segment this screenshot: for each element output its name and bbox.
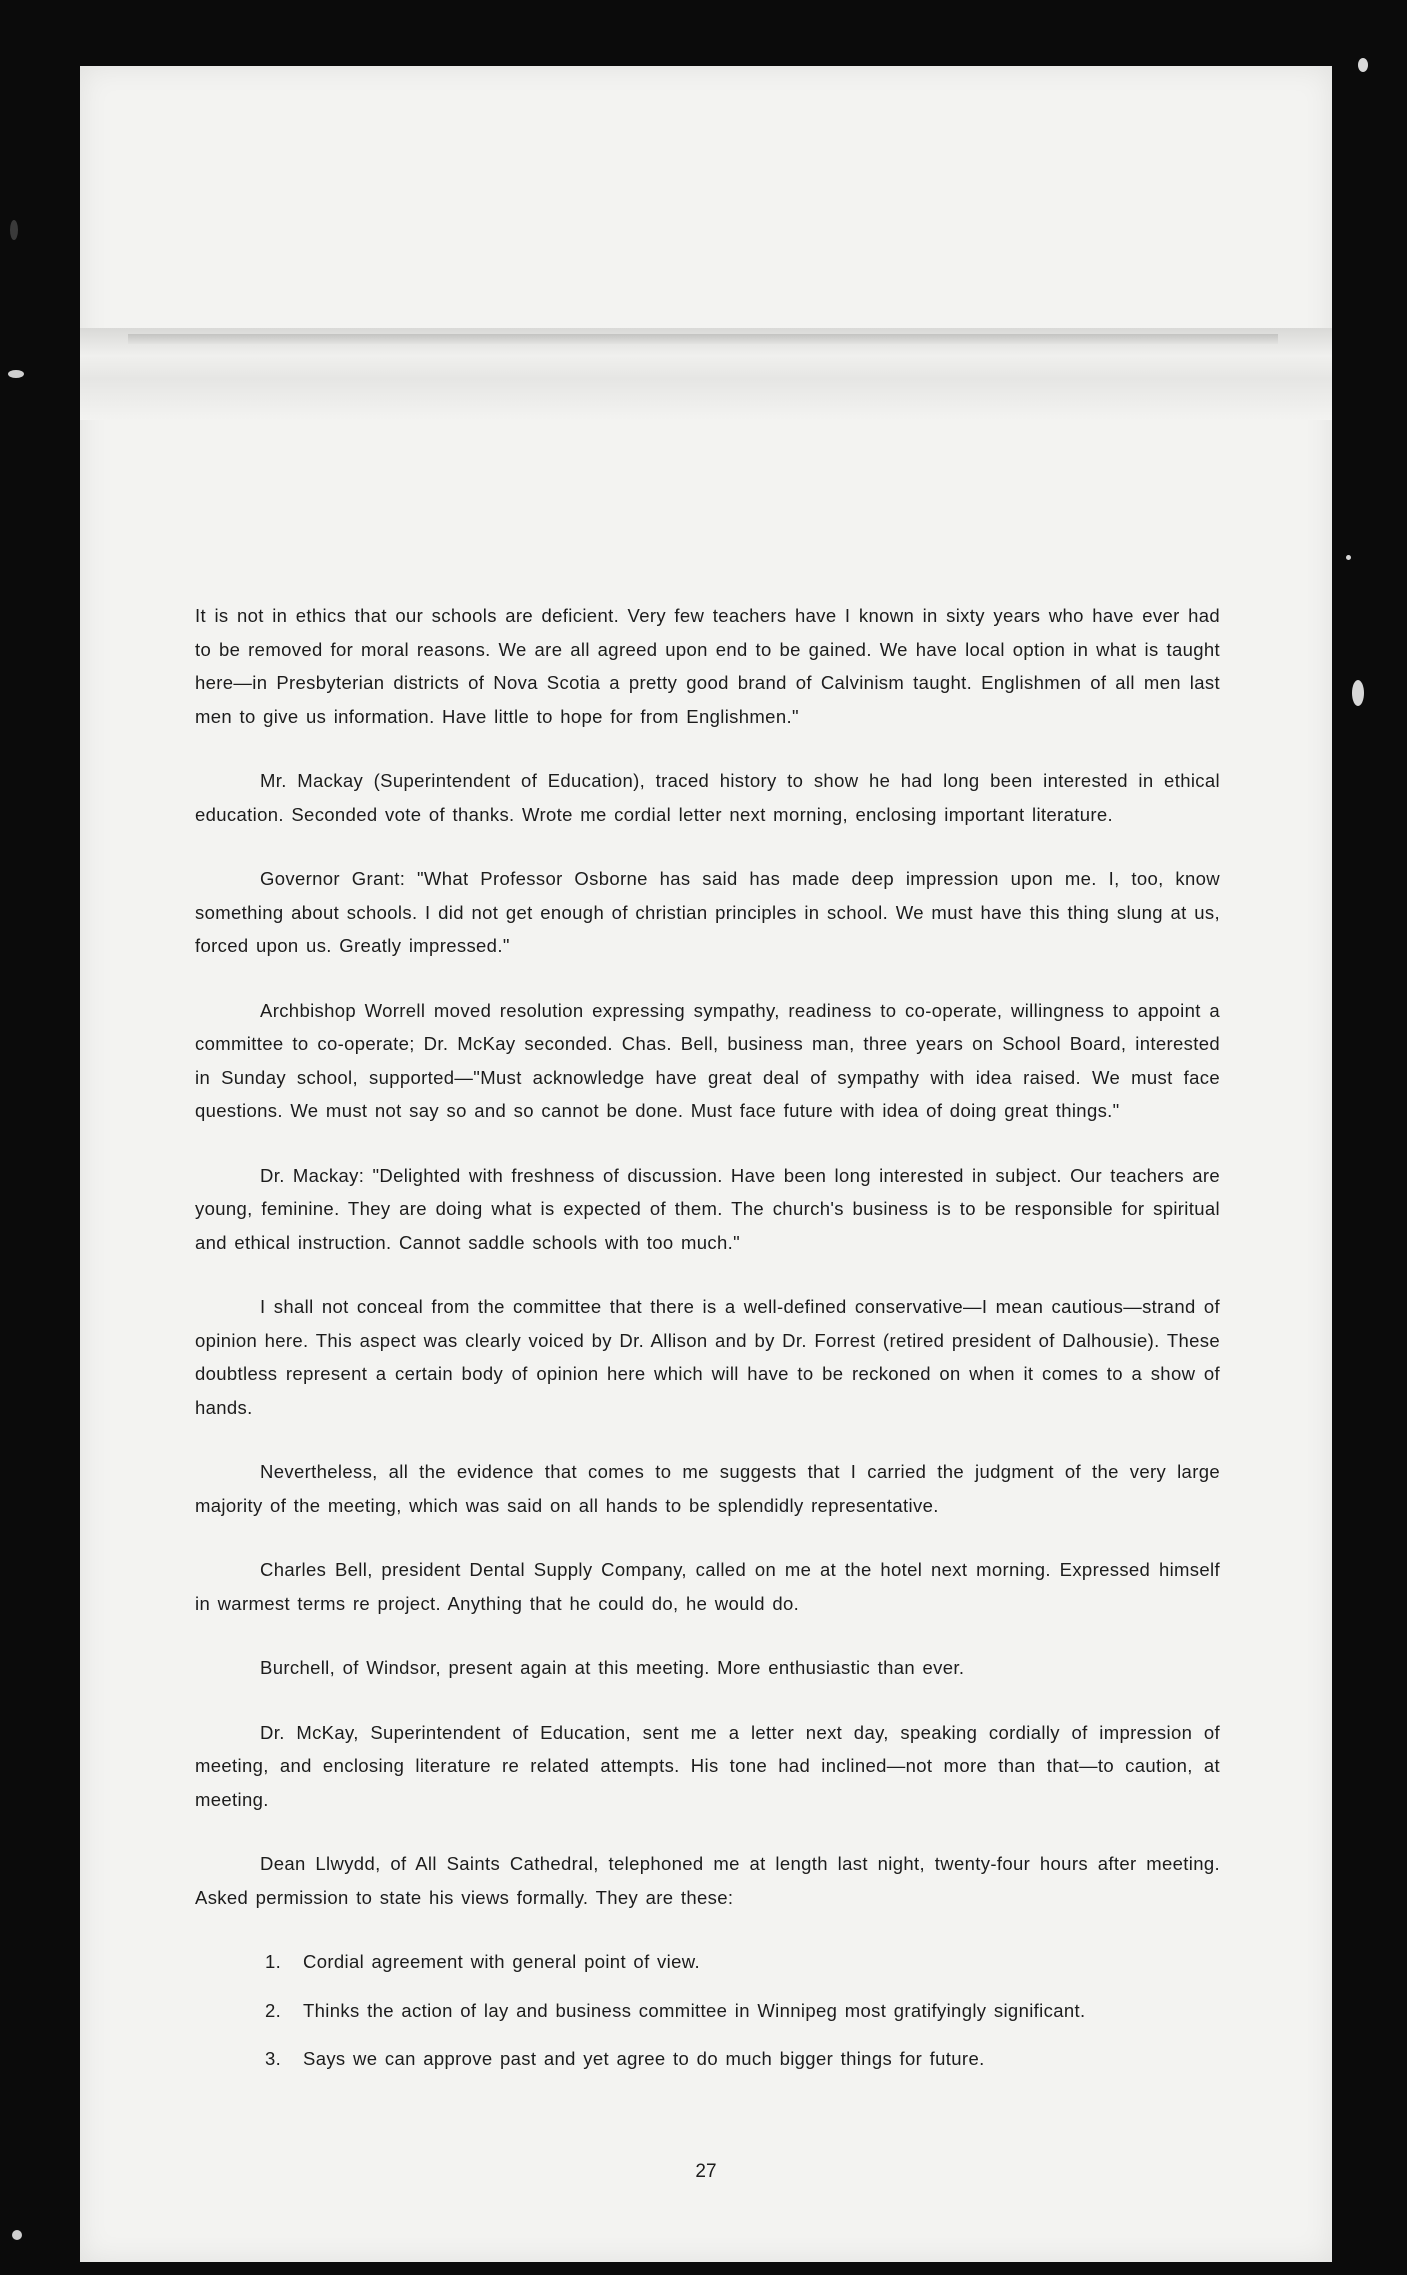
paragraph-dean-llwydd: Dean Llwydd, of All Saints Cathedral, telephoned me at length last night, twenty-four hours after meeting. Asked permission to state his views formally. They are these: xyxy=(195,1853,1220,1908)
film-speck xyxy=(8,370,24,378)
paragraph-dr-mckay-letter: Dr. McKay, Superintendent of Education, sent me a letter next day, speaking cordially of impression of meeting, and enclosing literature re related attempts. His tone had inclined—not more than that—to caution, at meeting. xyxy=(195,1721,1220,1810)
list-item xyxy=(265,1994,1220,2028)
list-item xyxy=(265,1945,1220,1979)
page-fold-edge xyxy=(128,334,1278,344)
list-item-number: 1. xyxy=(265,1951,282,1972)
paragraph-governor-grant: Governor Grant: "What Professor Osborne has said has made deep impression upon me. I, too, know something about schools. I did not get enough of christian principles in school. We must have this thing slung at us, forced upon us. Greatly impressed." xyxy=(195,868,1220,956)
film-speck xyxy=(1352,680,1364,706)
paragraph-mr-mackay: Mr. Mackay (Superintendent of Education), traced history to show he had long been interested in ethical education. Seconded vote of thanks. Wrote me cordial letter next morning, enclosing important literature. xyxy=(195,770,1220,825)
film-speck xyxy=(10,220,18,240)
list-item-text: Thinks the action of lay and business committee in Winnipeg most gratifyingly significant. xyxy=(303,1999,1086,2021)
paragraph-burchell: Burchell, of Windsor, present again at this meeting. More enthusiastic than ever. xyxy=(260,1657,965,1678)
paragraph-dr-mackay: Dr. Mackay: "Delighted with freshness of discussion. Have been long interested in subject. Our teachers are young, feminine. They are doing what is expected of them. The church's business is to be responsible for spiritual and ethical instruction. Cannot saddle schools with too much." xyxy=(195,1164,1220,1253)
list-item-text: Says we can approve past and yet agree to do much bigger things for future. xyxy=(303,2048,985,2069)
views-list xyxy=(195,1945,1220,2076)
document-page xyxy=(80,66,1332,2262)
paragraph-ethics: It is not in ethics that our schools are deficient. Very few teachers have I known in sixty years who have ever had to be removed for moral reasons. We are all agreed upon end to be gained. We have local option in what is taught here—in Presbyterian districts of Nova Scotia a pretty good brand of Calvinism taught. Englishmen of all men last men to give us information. Have little to hope for from Englishmen." xyxy=(195,605,1220,727)
page-number: 27 xyxy=(695,2161,717,2182)
film-speck xyxy=(12,2230,22,2240)
list-item-number: 3. xyxy=(265,2048,282,2069)
film-speck xyxy=(1358,58,1368,72)
paragraph-charles-bell: Charles Bell, president Dental Supply Company, called on me at the hotel next morning. Expressed himself in warmest terms re project. Anything that he could do, he would do. xyxy=(195,1559,1220,1614)
list-item-text: Cordial agreement with general point of view. xyxy=(303,1951,700,1972)
paragraph-conservative-strand: I shall not conceal from the committee that there is a well-defined conservative—I mean cautious—strand of opinion here. This aspect was clearly voiced by Dr. Allison and by Dr. Forrest (retired president of Dalhousie). These doubtless represent a certain body of opinion here which will have to be reckoned on when it comes to a show of hands. xyxy=(195,1296,1220,1418)
paragraph-archbishop-worrell: Archbishop Worrell moved resolution expressing sympathy, readiness to co-operate, willingness to appoint a committee to co-operate; Dr. McKay seconded. Chas. Bell, business man, three years on School Board, interested in Sunday school, supported—"Must acknowledge have great deal of sympathy with idea raised. We must face questions. We must not say so and so cannot be done. Must face future with idea of doing great things." xyxy=(195,999,1220,1121)
list-item xyxy=(265,2042,1220,2076)
paragraph-nevertheless: Nevertheless, all the evidence that comes to me suggests that I carried the judgment of the very large majority of the meeting, which was said on all hands to be splendidly representative. xyxy=(195,1461,1220,1516)
document-body xyxy=(195,599,1220,2091)
list-item-number: 2. xyxy=(265,1999,282,2021)
film-speck xyxy=(1346,555,1351,560)
